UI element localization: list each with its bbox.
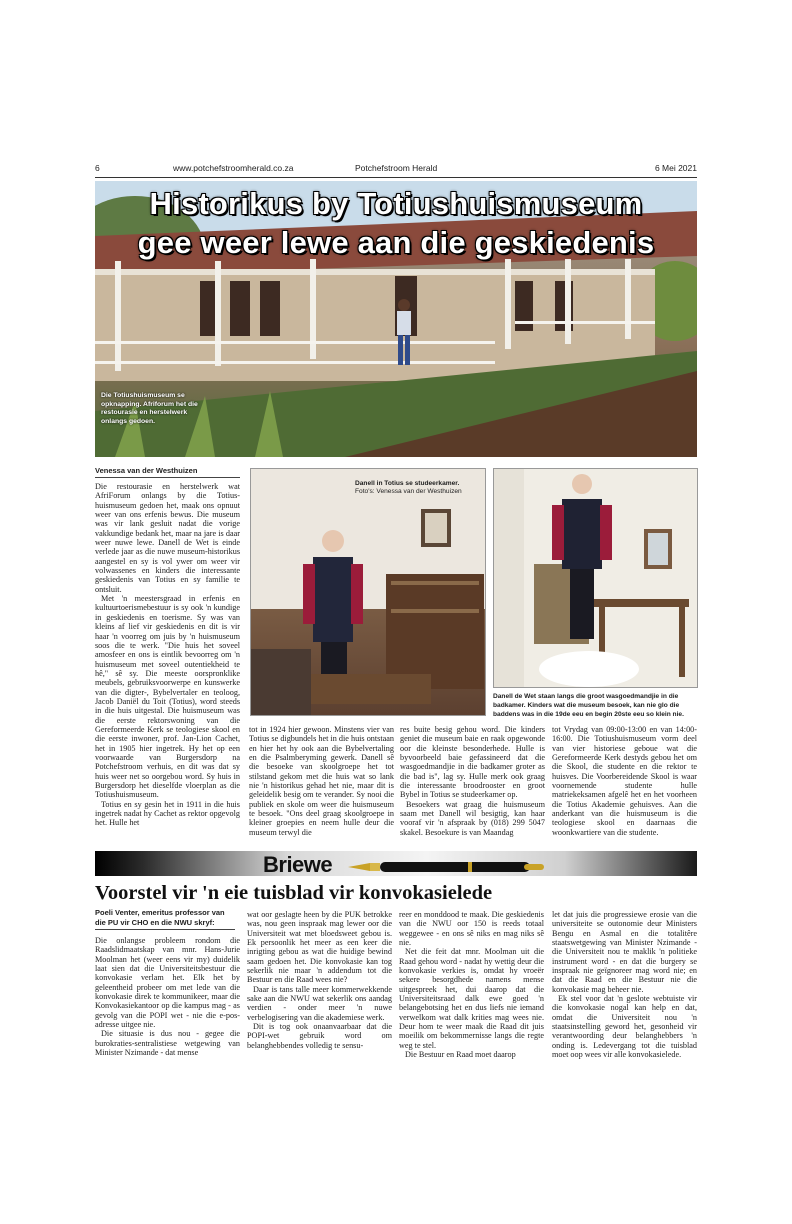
letters-column-2 — [247, 910, 392, 1066]
paragraph: let dat juis die progressiewe erosie van die universiteite se outonomie deur Ministers Bengu en Asmal en die totalitêre staatswetgewing van Minister Nzimande - die Universiteit nou te maklik 'n politieke instrument word - en dat die burgery se inspraak nie geïgnoreer mag word nie; en dat die Raad en die Bestuur nie die konvokasie mag beheer nie. — [552, 910, 697, 994]
website-url[interactable]: www.potchefstroomherald.co.za — [173, 163, 294, 173]
letters-headline: Voorstel vir 'n eie tuisblad vir konvokasielede — [95, 882, 493, 904]
paragraph: Net die feit dat mnr. Moolman uit die Raad gehou word - nadat hy wettig deur die konvokasie verkies is, omdat hy vroeër sekere besorgdhede namens mense uitgespreek het, dui daarop dat die Universiteitsraad dalk ewe goed 'n belangebotsing het en dus liefs nie iemand verwelkom wat dalk krities mag wees nie. Deur hom te weer maak die Raad dit juis moeilik om bekommernisse langs die regte weg te stel. — [399, 947, 544, 1050]
photo-studeerkamer — [250, 468, 486, 716]
paragraph: tot Vrydag van 09:00-13:00 en van 14:00-16:00. Die Totiushuismuseum vorm deel van vier historiese geboue wat die Gereformeerde Kerk destyds gebou het om die Skool, die studente en die rektor te huisves. Die Voorbereidende Skool is waar voornemende studente hulle matriekeksamen afgelê het en het voorheen die Totius Akademie gehuisves. Aan die anderkant van die huismuseum is die teologiese skool en daarnaas die woonkwartiere van die studente. — [552, 725, 697, 837]
article-byline: Venessa van der Westhuizen — [95, 466, 240, 478]
paragraph: Dit is tog ook onaanvaarbaar dat die POPI-wet gebruik word om belanghebbendes volledig te sensu- — [247, 1022, 392, 1050]
paragraph: Met 'n meestersgraad in erfenis en kultuurtoerismebestuur is sy ook 'n kundige in geskiedenis en toerisme. Sy was van kleins af lief vir geskiedenis en dit is vir haar 'n voorreg om juis by 'n huismuseum soos die te werk. "Die huis het soveel amosfeer en ons is eintlik bevoorreg om 'n huismuseum met soveel outentiekheid te hê," sê sy. Die meeste oorspronklike meubels, gebruiksvoorwerpe en kunswerke van die digter-, Bybelvertaler en teoloog, Jacob Daniël du Toit (Totius), word steeds in die huis uitgestal. Die huismuseum was die eerste rektorswoning van die Gereformeerde Kerk se teologiese skool en die eerste inwoner, prof. Jan-Lion Cachet, het in 1905 hier ingetrek. Hy het op een voorwaarde van Burgersdorp na Potchefstroom verhuis, en dit was dat sy huis weer net so oorgebou word. Sy huis in Burgersdorp het dieselfde vloerplan as die Totiushuismuseum. — [95, 594, 240, 800]
paragraph: Daar is tans talle meer kommerwekkende sake aan die NWU wat sekerlik ons aandag verdien - onder meer 'n nuwe verbelogisering van die akademiese werk. — [247, 984, 392, 1022]
paragraph: res buite besig gehou word. Die kinders geniet die museum baie en raak opgewonde oor die kleinste besonderhede. Hulle is byvoorbeeld baie gefassineerd dat die wasgoedmandjie in die badkamer groter as die bad is", lag sy. Hulle merk ook graag die interessante broodrooster en groot Bybel in Totius se studeerkamer op. — [400, 725, 545, 800]
paragraph: Die situasie is dus nou - gegee die burokraties-sentralistiese wetgewing van Minister Nzimande - dat mense — [95, 1029, 240, 1058]
paragraph: Ek stel voor dat 'n geslote webtuiste vir die konvokasie nogal kan help en dat, omdat die Universiteit nou 'n staatsinstelling geword het, gesonheid vir verantwoording deur belanghebbers 'n onding is. Ledevergang tot die tuisblad moet oop wees vir alle konvokasielede. — [552, 994, 697, 1060]
letters-column-3 — [399, 910, 544, 1066]
photo-badkamer — [493, 468, 698, 688]
header-rule — [95, 177, 697, 178]
photo1-caption — [355, 480, 475, 496]
hero-caption: Die Totiushuismuseum se opknapping. Afriforum het die restourasie en herstelwerk onlangs gedoen. — [101, 392, 198, 425]
page-number: 6 — [95, 163, 100, 173]
letters-column-1 — [95, 936, 240, 1066]
publication-name: Potchefstroom Herald — [355, 163, 438, 173]
paragraph: wat oor geslagte heen by die PUK betrokke was, nou geen inspraak mag lewer oor die Universiteit wat met bloedsweet gebou is. Ek persoonlik het meer as een keer die inrigting gebou as wat die huidige bewind saam gedoen het. Die konvokasie kan tog sekerlik nie maar 'n addendum tot die Bestuur en die Raad wees nie? — [247, 910, 392, 985]
issue-date: 6 Mei 2021 — [654, 163, 697, 173]
article-headline-line2: gee weer lewe aan die geskiedenis — [137, 225, 655, 260]
paragraph: Die restourasie en herstelwerk wat AfriForum onlangs by die Totius-huismuseum gedoen het, maak ons opnuut weer van ons erfenis bewus. Die museum was vir lank gesluit nadat die vorige vakkundige bedank het, maar na jare is daar weer nuwe lewe. Danell de Wet is einde verlede jaar as die nuwe museum-historikus aangestel en sy is vol ywer om weer vir volwassenes en kinders die interessante geskiedenis van Totius en sy familie te ontsluit. — [95, 482, 240, 594]
article-column-1 — [95, 482, 240, 842]
photo1-credit: Foto's: Venessa van der Westhuizen — [355, 488, 462, 495]
article-column-2 — [249, 725, 394, 845]
paragraph: Besoekers wat graag die huismuseum saam met Danell wil besigtig, kan haar vooraf vir 'n afspraak by (018) 299 5047 skakel. Besoekure is van Maandag — [400, 799, 545, 837]
photo2-caption: Danell de Wet staan langs die groot wasgoedmandjie in die badkamer. Kinders wat die museum besoek, kan nie glo die baddens was in die 19de eeu en begin 20ste eeu so klein nie. — [493, 693, 684, 718]
article-column-4 — [552, 725, 697, 845]
letters-column-4 — [552, 910, 697, 1066]
paragraph: Die onlangse probleem rondom die Raadslidmaatskap van mnr. Hans-Jurie Moolman het (weer eens vir my) duidelik laat sien dat die Universiteitsbestuur die konvokasie verlam het. Elk het by geleentheid probeer om met lede van die konvokasie direk te kommunikeer, maar die Konvokasiekantoor op die kampus mag - as gevolg van die POPI wet - nie die e-pos-adresse uitgee nie. — [95, 936, 240, 1030]
article-headline-line1: Historikus by Totiushuismuseum — [149, 186, 643, 221]
article-column-3 — [400, 725, 545, 845]
photo1-caption-text: Danell in Totius se studeerkamer. — [355, 480, 460, 487]
paragraph: reer en monddood te maak. Die geskiedenis van die NWU oor 150 is reeds totaal weggewee - en ons sê niks en mag niks sê nie. — [399, 910, 544, 948]
letters-banner-label: Briewe — [263, 852, 333, 877]
paragraph: Totius en sy gesin het in 1911 in die huis ingetrek nadat hy Cachet as rektor opgevolg het. Hulle het — [95, 799, 240, 828]
paragraph: Die Bestuur en Raad moet daarop — [405, 1050, 516, 1060]
fountain-pen-icon — [348, 860, 548, 874]
paragraph: tot in 1924 hier gewoon. Minstens vier van Totius se digbundels het in die huis ontstaan en hier het hy ook aan die Bybelvertaling en die Psalmberyming gewerk. Danell sê die besoeke van skoolgroepe het tot stilstand gekom met die huis wat so lank nie 'n historikus gehad het nie, maar dit is geleidelik besig om te verander. Sy nooi die publiek en skole om weer die huismuseum te besoek. "Ons deel graag skoolgroepe in kleiner groepies en neem hulle deur die museum terwyl die — [249, 725, 394, 837]
letters-byline: Poeli Venter, emeritus professor van die PU vir CHO en die NWU skryf: — [95, 908, 235, 930]
running-header — [95, 163, 697, 177]
